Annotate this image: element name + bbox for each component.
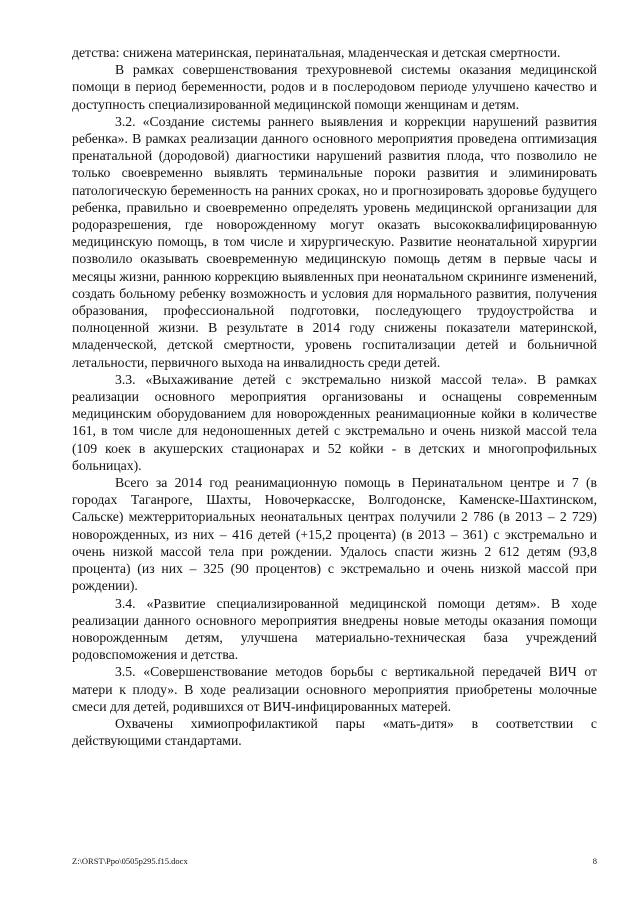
paragraph-3-4: 3.4. «Развитие специализированной медицинской помощи детям». В ходе реализации данного основного мероприятия внедрены новые методы оказания помощи новорожденным детям, улучшена материально-техническая база учреждений родовспоможения и детства. [72, 595, 597, 663]
paragraph-three-level-system: В рамках совершенствования трехуровневой системы оказания медицинской помощи в период беременности, родов и в послеродовом периоде улучшено качество и доступность специализированной медицинской помощи женщинам и детям. [72, 62, 597, 112]
paragraph-3-2: 3.2. «Создание системы раннего выявления и коррекции нарушений развития ребенка». В рамках реализации данного основного мероприятия проведена оптимизация пренатальной (дородовой) диагностики нарушений развития плода, что позволило не только своевременно выявлять терминальные пороки развития и элиминировать патологическую беременность на ранних сроках, но и прогнозировать здоровье будущего ребенка, правильно и своевременно определять уровень медицинской организации для родоразрешения, где новорожденному могут оказать высококвалифицированную медицинскую помощь, в том числе и хирургическую. Развитие неонатальной хирургии позволило оказывать своевременную медицинскую помощь детям в первые часы и месяцы жизни, раннюю коррекцию выявленных при неонатальном скрининге изменений, создать больному ребенку возможность и условия для нормального развития, получения образования, профессиональной подготовки, последующего трудоустройства и полноценной жизни. В результате в 2014 году снижены показатели материнской, младенческой, детской смертности, уровень госпитализации детей и больничной летальности, первичного выхода на инвалидность среди детей. [72, 113, 597, 370]
document-body [72, 44, 597, 749]
paragraph-continuation: детства: снижена материнская, перинатальная, младенческая и детская смертности. [72, 45, 561, 60]
paragraph-resuscitation-2014: Всего за 2014 год реанимационную помощь в Перинатальном центре и 7 (в городах Таганроге, Шахты, Новочеркасске, Волгодонске, Каменске-Шахтинском, Сальске) межтерриториальных неонатальных центрах получили 2 786 (в 2013 – 2 729) новорожденных, из них – 416 детей (+15,2 процента) (в 2013 – 361) с экстремально и очень низкой массой тела при рождении. Удалось спасти жизнь 2 612 детям (93,8 процента) (из них – 325 (90 процентов) с экстремально и очень низкой массой при рождении). [72, 475, 597, 594]
page-number: 8 [592, 856, 597, 866]
footer-file-path: Z:\ORST\Ppo\0505p295.f15.docx [72, 856, 188, 866]
paragraph-3-5: 3.5. «Совершенствование методов борьбы с вертикальной передачей ВИЧ от матери к плоду». В ходе реализации основного мероприятия приобретены молочные смеси для детей, родившихся от ВИЧ-инфицированных матерей. [72, 664, 597, 714]
paragraph-3-3: 3.3. «Выхаживание детей с экстремально низкой массой тела». В рамках реализации основного мероприятия организованы и оснащены современным медицинским оборудованием для новорожденных реанимационные койки в количестве 161, в том числе для недоношенных детей с экстремально и очень низкой массой тела (109 коек в акушерских стационарах и 52 койки - в детских и многопрофильных больницах). [72, 371, 597, 473]
paragraph-chemoprophylaxis: Охвачены химиопрофилактикой пары «мать-дитя» в соответствии с действующими стандартами. [72, 715, 597, 749]
